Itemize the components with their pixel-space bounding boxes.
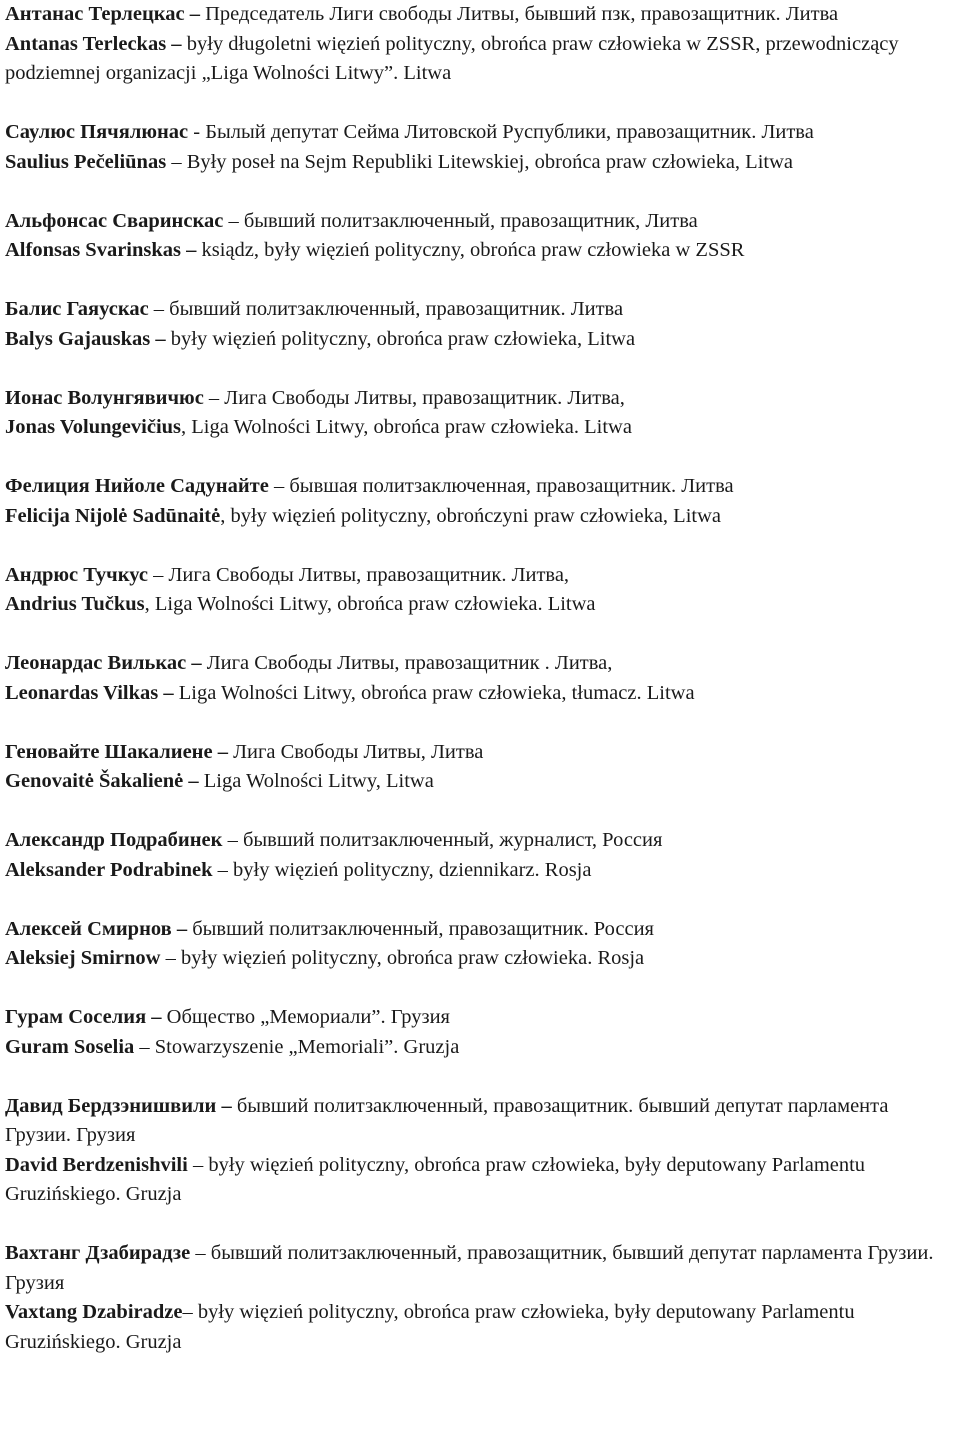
signatory-name: Saulius Pečeliūnas [5,150,167,173]
signatory-description: – Stowarzyszenie „Memoriali”. Gruzja [134,1035,460,1058]
entry-line-russian [5,1239,956,1298]
signatory-name: Гурам Соселия – [5,1006,162,1028]
signatory-entry [5,649,956,708]
signatory-description: , Liga Wolności Litwy, obrońca praw człowieka. Litwa [144,593,596,615]
signatory-entry [5,826,956,885]
signatory-description: Председатель Лиги свободы Литвы, бывший пзк, правозащитник. Литва [200,3,839,25]
entry-line-russian [5,1003,956,1033]
signatory-entry [5,118,956,177]
signatory-name: Антанас Терлецкас – [5,3,200,25]
signatory-name: Леонардас Вилькас – [5,652,202,674]
entry-line-polish [5,236,956,266]
signatory-name: Альфонсас Сваринскас [5,209,224,232]
signatory-entry [5,1092,956,1210]
entry-line-polish [5,413,956,443]
signatory-description: Общество „Мемориали”. Грузия [161,1006,450,1028]
signatory-entry [5,915,956,974]
entry-line-russian [5,1092,956,1151]
entry-line-polish [5,1033,956,1063]
signatory-description: бывший политзаключенный, правозащитник. бывший депутат парламента Грузии. Грузия [5,1094,889,1146]
entry-line-russian [5,384,956,414]
signatory-description: – były więzień polityczny, dziennikarz. Rosja [212,858,592,881]
entry-line-russian [5,118,956,148]
signatory-name: Геновайте Шакалиене – [5,740,228,763]
signatory-description: były więzień polityczny, obrońca praw człowieka, Litwa [165,327,636,350]
signatory-description: – бывший политзаключенный, правозащитник, Литва [223,209,698,232]
signatory-entry [5,1239,956,1357]
entry-line-russian [5,0,956,30]
signatory-entry [5,295,956,354]
signatory-description: Liga Wolności Litwy, Litwa [198,770,434,792]
entry-line-russian [5,649,956,679]
signatory-name: Балис Гаяускас [5,298,149,320]
entry-line-polish [5,502,956,532]
signatory-description: – бывший политзаключенный, правозащитник, бывший депутат парламента Грузии. Грузия [5,1242,934,1294]
signatory-entry [5,561,956,620]
signatory-entry [5,384,956,443]
signatory-description: , były więzień polityczny, obrończyni praw człowieka, Litwa [220,504,721,527]
signatory-name: Aleksiej Smirnow [5,947,161,969]
entry-line-polish [5,1151,956,1210]
entry-line-russian [5,472,956,502]
signatory-name: Guram Soselia [5,1035,135,1058]
signatory-description: – бывший политзаключенный, правозащитник. Литва [148,298,624,320]
entry-line-polish [5,679,956,709]
signatory-entry [5,1003,956,1062]
entry-line-polish [5,767,956,797]
entry-line-polish [5,1298,956,1357]
signatory-description: – były więzień polityczny, obrońca praw człowieka, były deputowany Parlamentu Gruzińskiego. Gruzja [5,1301,855,1353]
signatory-entry [5,738,956,797]
signatory-description: Лига Свободы Литвы, Литва [227,740,484,763]
signatory-description: – Лига Свободы Литвы, правозащитник. Литва, [203,386,625,409]
signatory-name: Vaxtang Dzabiradze [5,1301,183,1323]
entry-line-polish [5,325,956,355]
signatory-description: Лига Свободы Литвы, правозащитник . Литва, [201,652,613,674]
entry-line-polish [5,590,956,620]
entry-line-russian [5,295,956,325]
signatory-entry [5,472,956,531]
signatory-entry [5,207,956,266]
entry-line-russian [5,915,956,945]
signatory-name: Antanas Terleckas – [5,32,182,55]
signatory-name: Alfonsas Svarinskas – [5,239,197,261]
signatory-description: – były więzień polityczny, obrońca praw człowieka, były deputowany Parlamentu Gruzińskiego. Gruzja [5,1153,866,1205]
entry-line-russian [5,561,956,591]
entry-line-polish [5,944,956,974]
signatory-name: Давид Бердзэнишвили – [5,1094,232,1117]
entry-line-russian [5,207,956,237]
signatory-name: Balys Gajauskas – [5,327,166,350]
signatory-name: Фелиция Нийоле Садунайте [5,475,269,497]
signatory-description: były długoletni więzień polityczny, obrońca praw człowieka w ZSSR, przewodniczący podziemnej organizacji „Liga Wolności Litwy”. Litwa [5,32,899,84]
signatory-description: – Były poseł na Sejm Republiki Litewskiej, obrońca praw człowieka, Litwa [166,150,793,173]
signatory-name: Саулюс Пячялюнас [5,121,189,143]
signatory-description: , Liga Wolności Litwy, obrońca praw człowieka. Litwa [181,416,632,438]
signatory-name: Aleksander Podrabinek [5,858,213,881]
signatory-description: ksiądz, były więzień polityczny, obrońca praw człowieka w ZSSR [196,239,745,261]
signatory-name: Andrius Tučkus [5,593,145,615]
signatory-name: Вахтанг Дзабирадзе [5,1242,191,1264]
entry-line-russian [5,738,956,768]
signatory-name: David Berdzenishvili [5,1153,188,1176]
signatory-name: Александр Подрабинек [5,829,223,851]
entry-line-russian [5,826,956,856]
entry-line-polish [5,30,956,89]
signatory-description: – бывшая политзаключенная, правозащитник. Литва [268,475,734,497]
signatory-description: – były więzień polityczny, obrońca praw człowieka. Rosja [160,947,645,969]
signatory-name: Felicija Nijolė Sadūnaitė [5,504,221,527]
signatory-description: - Былый депутат Сейма Литовской Руспублики, правозащитник. Литва [188,121,814,143]
signatory-list [5,0,956,1357]
signatory-name: Genovaitė Šakalienė – [5,770,199,792]
signatory-description: – Лига Свободы Литвы, правозащитник. Литва, [147,563,570,586]
signatory-description: Liga Wolności Litwy, obrońca praw człowieka, tłumacz. Litwa [173,681,695,704]
signatory-name: Алексей Смирнов – [5,917,188,940]
signatory-name: Jonas Volungevičius [5,416,182,438]
signatory-name: Leonardas Vilkas – [5,681,174,704]
entry-line-polish [5,148,956,178]
signatory-name: Андрюс Тучкус [5,563,148,586]
entry-line-polish [5,856,956,886]
signatory-description: бывший политзаключенный, правозащитник. Россия [187,917,654,940]
signatory-entry [5,0,956,89]
signatory-name: Ионас Волунгявичюс [5,386,204,409]
signatory-description: – бывший политзаключенный, журналист, Россия [222,829,663,851]
